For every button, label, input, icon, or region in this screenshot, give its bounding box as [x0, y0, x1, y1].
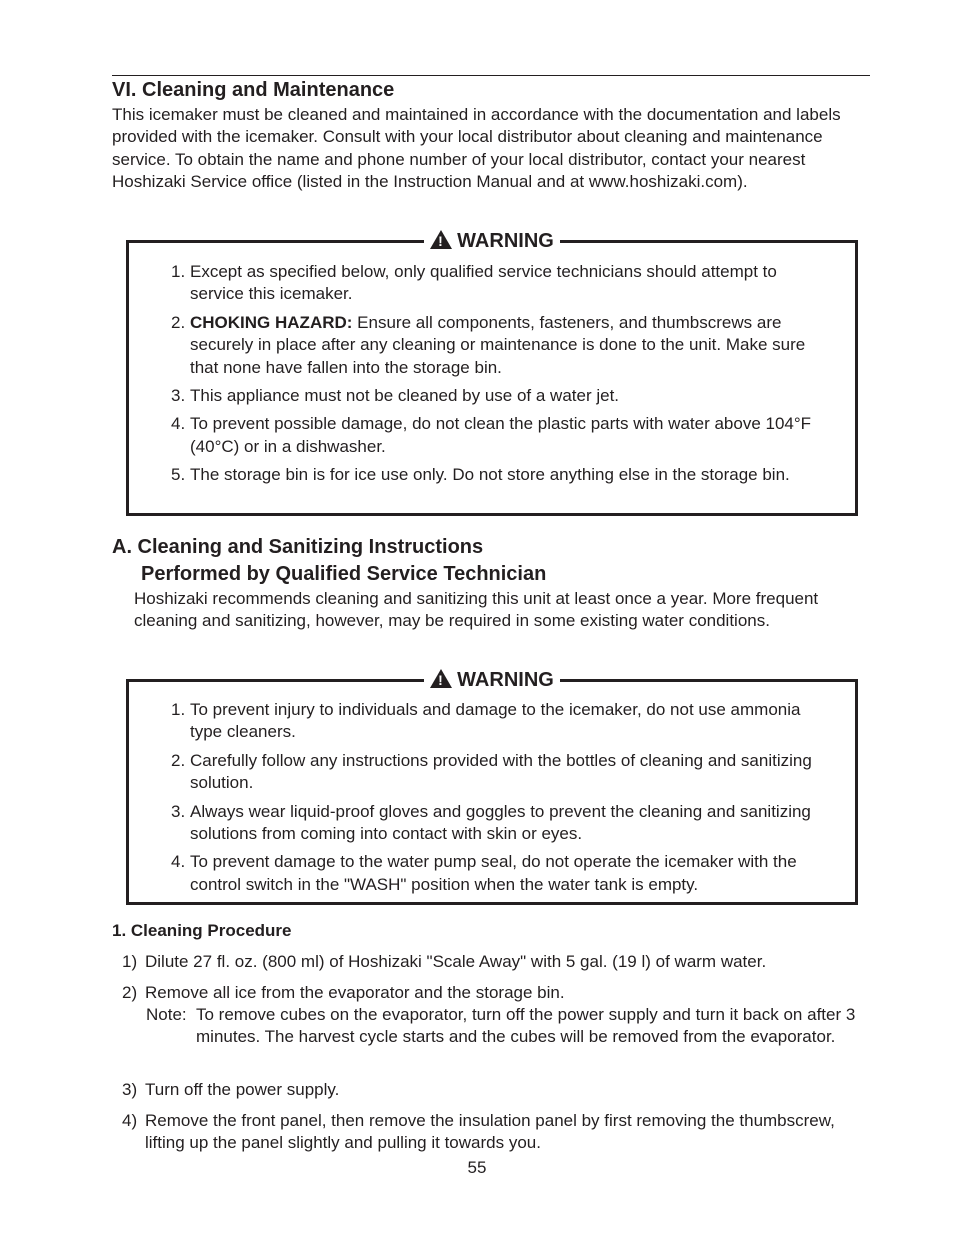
subsection-title-line1: A. Cleaning and Sanitizing Instructions	[112, 536, 484, 558]
warning-header-2	[129, 665, 855, 697]
warning-box-1	[126, 230, 858, 516]
step-text: Remove the front panel, then remove the insulation panel by first removing the thumbscrew, lifting up the panel slightly and pulling it towards you.	[145, 1111, 835, 1153]
item-text: To prevent injury to individuals and damage to the icemaker, do not use ammonia type cleaners.	[190, 700, 801, 742]
warning-list-2	[171, 699, 831, 902]
warning-item	[171, 699, 831, 744]
warning-list-1	[171, 261, 831, 493]
step-number: 3)	[122, 1080, 138, 1099]
section-intro: This icemaker must be cleaned and maintained in accordance with the documentation and labels provided with the icemaker. Consult with your local distributor about cleaning and maintenance service. To obtain the name and phone number of your local distributor, contact your nearest Hoshizaki Service office (listed in the Instruction Manual and at www.hoshizaki.com).	[112, 105, 841, 192]
procedure-step	[122, 951, 862, 973]
note-label: Note:	[146, 1005, 187, 1024]
step-text: Remove all ice from the evaporator and the storage bin.	[145, 983, 565, 1002]
warning-item	[171, 312, 831, 379]
warning-item	[171, 261, 831, 306]
procedure-step	[122, 1079, 862, 1101]
warning-header-1	[129, 226, 855, 258]
item-number: 2.	[171, 750, 186, 770]
warning-item	[171, 413, 831, 458]
warning-icon	[430, 669, 452, 688]
warning-item	[171, 464, 831, 486]
warning-title-1: WARNING	[457, 230, 554, 252]
item-number: 1.	[171, 262, 186, 281]
item-text: To prevent damage to the water pump seal, do not operate the icemaker with the control switch in the "WASH" position when the water tank is empty.	[190, 852, 797, 894]
item-text: Carefully follow any instructions provided with the bottles of cleaning and sanitizing solution.	[190, 750, 812, 793]
warning-item	[171, 851, 831, 896]
item-number: 3.	[171, 801, 186, 821]
item-text: Always wear liquid-proof gloves and goggles to prevent the cleaning and sanitizing solutions from coming into contact with skin or eyes.	[190, 801, 811, 844]
procedure-step	[122, 982, 862, 1004]
subsection-text: Hoshizaki recommends cleaning and sanitizing this unit at least once a year. More frequent cleaning and sanitizing, however, may be required in some existing water conditions.	[134, 589, 819, 631]
procedure-step	[122, 1110, 862, 1155]
procedure-note	[146, 1004, 862, 1049]
item-text: This appliance must not be cleaned by use of a water jet.	[190, 386, 620, 406]
step-text: Turn off the power supply.	[145, 1080, 340, 1099]
warning-item	[171, 385, 831, 407]
item-text: Ensure all components, fasteners, and thumbscrews are securely in place after any cleaning or maintenance is done to the unit. Make sure that none have fallen into the storage bin.	[190, 312, 806, 377]
item-text: Except as specified below, only qualified service technicians should attempt to service this icemaker.	[190, 262, 777, 304]
warning-icon	[430, 230, 452, 249]
item-number: 3.	[171, 386, 186, 406]
procedure-title: 1. Cleaning Procedure	[112, 921, 292, 940]
page-number: 55	[467, 1158, 487, 1177]
top-rule	[112, 75, 870, 76]
warning-box-2	[126, 669, 858, 905]
item-text: To prevent possible damage, do not clean the plastic parts with water above 104°F (40°C) or in a dishwasher.	[190, 414, 812, 456]
subsection-title-line2: Performed by Qualified Service Technician	[141, 563, 547, 585]
item-number: 2.	[171, 312, 186, 332]
warning-item	[171, 801, 831, 846]
item-number: 1.	[171, 700, 186, 719]
warning-item	[171, 750, 831, 795]
warning-title-2: WARNING	[457, 669, 554, 691]
step-text: Dilute 27 fl. oz. (800 ml) of Hoshizaki "Scale Away" with 5 gal. (19 l) of warm water.	[145, 952, 767, 971]
item-number: 5.	[171, 465, 186, 485]
note-text: To remove cubes on the evaporator, turn off the power supply and turn it back on after 3 minutes. The harvest cycle starts and the cubes will be removed from the evaporator.	[196, 1005, 856, 1047]
item-text: The storage bin is for ice use only. Do not store anything else in the storage bin.	[190, 465, 790, 485]
section-title: VI. Cleaning and Maintenance	[112, 79, 395, 101]
item-number: 4.	[171, 852, 186, 872]
item-number: 4.	[171, 414, 186, 434]
step-number: 2)	[122, 983, 138, 1002]
step-number: 4)	[122, 1111, 138, 1130]
item-bold-text: CHOKING HAZARD:	[190, 312, 353, 332]
step-number: 1)	[122, 952, 138, 971]
